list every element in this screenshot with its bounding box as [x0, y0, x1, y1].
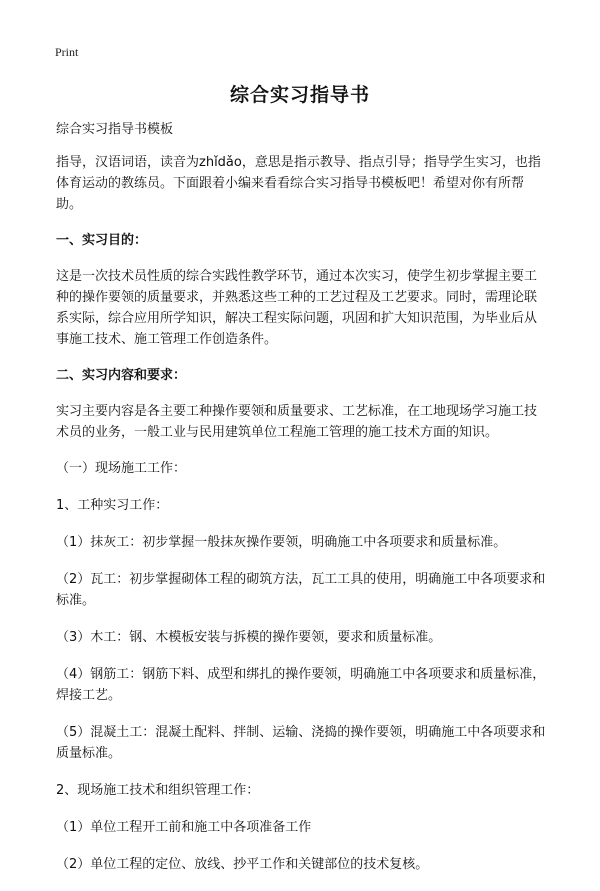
list-item: （5）混凝土工：混凝土配料、拌制、运输、浇捣的操作要领，明确施工中各项要求和质量标准。: [56, 725, 546, 761]
document-subtitle: 综合实习指导书模板: [56, 122, 174, 137]
list-item: （2）瓦工：初步掌握砌体工程的砌筑方法，瓦工工具的使用，明确施工中各项要求和标准。: [56, 572, 546, 608]
list-item: （2）单位工程的定位、放线、抄平工作和关键部位的技术复核。: [56, 857, 429, 872]
subsection-heading-site-work: （一）现场施工工作：: [56, 461, 187, 476]
content-paragraph: 实习主要内容是各主要工种操作要领和质量要求、工艺标准，在工地现场学习施工技术员的业务，一般工业与民用建筑单位工程施工管理的施工技术方面的知识。: [56, 404, 538, 440]
section-heading-content: 二、实习内容和要求：: [56, 368, 187, 383]
purpose-paragraph: 这是一次技术员性质的综合实践性教学环节，通过本次实习，使学生初步掌握主要工种的操作要领的质量要求，并熟悉这些工种的工艺过程及工艺要求。同时，需理论联系实际，综合应用所学知识，解决工程实际问题，巩固和扩大知识范围，为毕业后从事施工技术、施工管理工作创造条件。: [56, 269, 538, 347]
subsection-heading-management: 2、现场施工技术和组织管理工作：: [56, 783, 260, 798]
section-heading-purpose: 一、实习目的：: [56, 233, 148, 248]
document-body: [56, 119, 548, 891]
list-item: （1）单位工程开工前和施工中各项准备工作: [56, 820, 312, 835]
list-item: （4）钢筋工：钢筋下料、成型和绑扎的操作要领，明确施工中各项要求和质量标准，焊接工艺。: [56, 667, 546, 703]
list-item: （1）抹灰工：初步掌握一般抹灰操作要领，明确施工中各项要求和质量标准。: [56, 535, 507, 550]
subsection-heading-trade-practice: 1、工种实习工作：: [56, 498, 169, 513]
list-item: （3）木工：钢、木模板安装与拆模的操作要领，要求和质量标准。: [56, 630, 442, 645]
intro-paragraph: 指导，汉语词语，读音为zhǐdǎo，意思是指示教导、指点引导；指导学生实习，也指体育运动的教练员。下面跟着小编来看看综合实习指导书模板吧！希望对你有所帮助。: [56, 155, 541, 212]
document-title: 综合实习指导书: [229, 84, 370, 106]
print-label: Print: [55, 45, 79, 59]
